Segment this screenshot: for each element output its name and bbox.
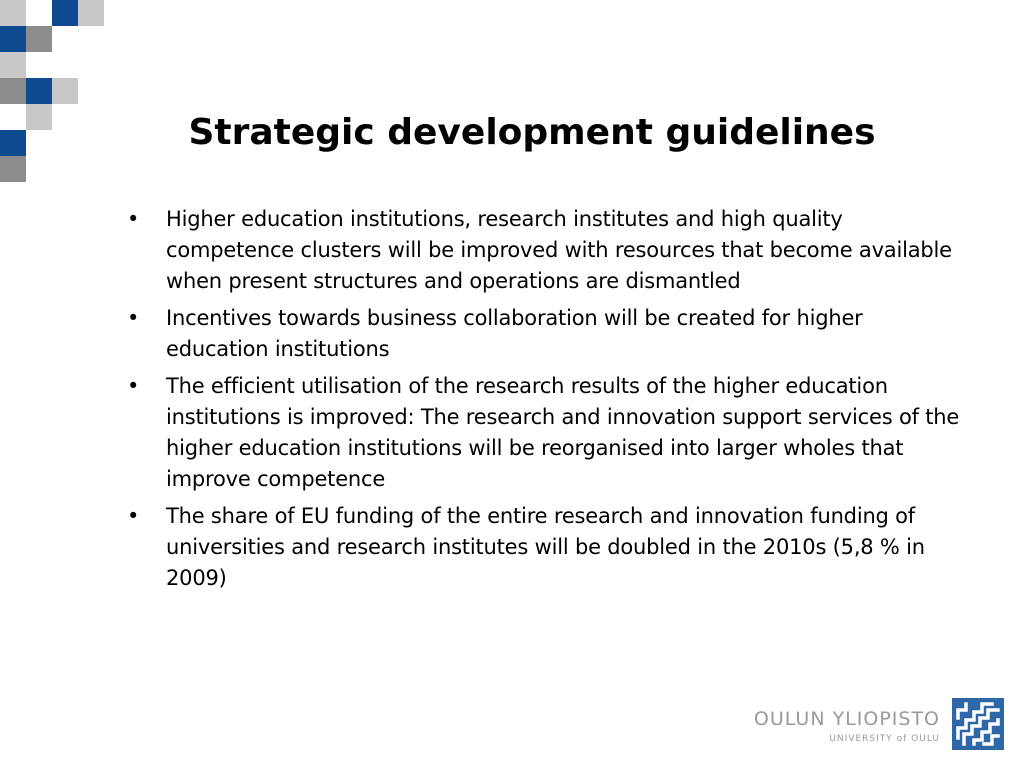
bullet-text: Higher education institutions, research institutes and high quality competence clusters will be improved with resources that become available when present structures and operations are dismantled xyxy=(166,207,952,293)
bullet-dot-icon: • xyxy=(127,306,140,330)
bullet-dot-icon: • xyxy=(127,374,140,398)
corner-square-pattern xyxy=(0,0,104,182)
university-logo xyxy=(754,698,1004,750)
pattern-square xyxy=(0,156,26,182)
bullet-list xyxy=(127,204,966,600)
pattern-square xyxy=(0,52,26,78)
logo-subtitle: UNIVERSITY of OULU xyxy=(829,734,940,744)
pattern-square xyxy=(26,78,52,104)
bullet-dot-icon: • xyxy=(127,207,140,231)
pattern-square xyxy=(0,26,26,52)
logo-text xyxy=(754,708,940,744)
bullet-item xyxy=(127,501,966,594)
pattern-square xyxy=(0,78,26,104)
pattern-square xyxy=(26,26,52,52)
bullet-text: The efficient utilisation of the research results of the higher education institutions is improved: The research and innovation support services of the higher education institutions will be reorganised into larger wholes that improve competence xyxy=(166,374,960,491)
bullet-item xyxy=(127,303,966,365)
bullet-item xyxy=(127,204,966,297)
bullet-text: Incentives towards business collaboration will be created for higher education institutions xyxy=(166,306,863,361)
university-logo-icon xyxy=(952,698,1004,750)
bullet-text: The share of EU funding of the entire research and innovation funding of universities and research institutes will be doubled in the 2010s (5,8 % in 2009) xyxy=(166,504,925,590)
slide-title: Strategic development guidelines xyxy=(188,112,876,153)
bullet-item xyxy=(127,371,966,495)
bullet-dot-icon: • xyxy=(127,504,140,528)
pattern-square xyxy=(0,0,26,26)
pattern-square xyxy=(52,0,78,26)
pattern-square xyxy=(52,78,78,104)
pattern-square xyxy=(78,0,104,26)
logo-name: OULUN YLIOPISTO xyxy=(753,708,940,730)
